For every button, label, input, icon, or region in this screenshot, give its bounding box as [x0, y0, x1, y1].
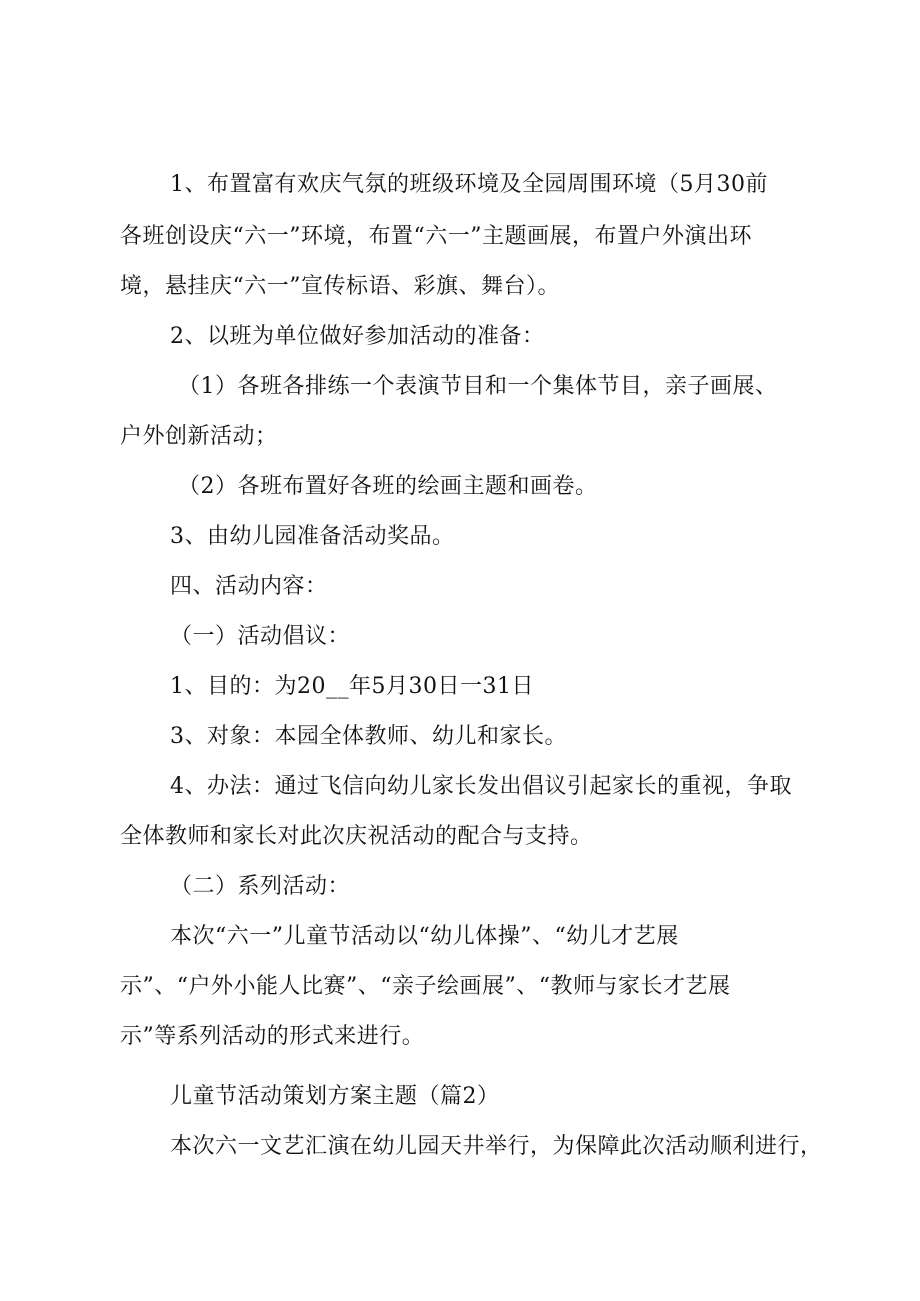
list-item-1-line-2: 户外创新活动； [120, 424, 278, 449]
performance-intro-line: 本次六一文艺汇演在幼儿园天井举行，为保障此次活动顺利进行， [170, 1134, 823, 1159]
list-item-2: （2）各班布置好各班的绘画主题和画卷。 [178, 474, 598, 499]
list-item-1-line-1: （1）各班各排练一个表演节目和一个集体节目，亲子画展、 [178, 374, 778, 399]
target-line: 3、对象：本园全体教师、幼儿和家长。 [170, 724, 567, 749]
series-line-2: 示”、“户外小能人比赛”、“亲子绘画展”、“教师与家长才艺展 [120, 974, 731, 999]
paragraph-3: 3、由幼儿园准备活动奖品。 [170, 524, 455, 549]
method-line-2: 全体教师和家长对此次庆祝活动的配合与支持。 [120, 824, 593, 849]
paragraph-2: 2、以班为单位做好参加活动的准备： [170, 324, 545, 349]
method-line-1: 4、办法：通过飞信向幼儿家长发出倡议引起家长的重视，争取 [170, 774, 792, 799]
section-title-2: 儿童节活动策划方案主题（篇2） [170, 1084, 500, 1109]
paragraph-1-line-1: 1、布置富有欢庆气氛的班级环境及全园周围环境（5月30前 [170, 172, 768, 197]
series-line-3: 示”等系列活动的形式来进行。 [120, 1024, 425, 1049]
series-line-1: 本次“六一”儿童节活动以“幼儿体操”、“幼儿才艺展 [170, 924, 679, 949]
purpose-line: 1、目的：为20__年5月30日一31日 [170, 674, 534, 699]
subsection-heading-2: （二）系列活动： [170, 874, 351, 899]
paragraph-1-line-3: 境，悬挂庆“六一”宣传标语、彩旗、舞台）。 [120, 274, 560, 299]
section-heading-4: 四、活动内容： [170, 574, 328, 599]
subsection-heading-1: （一）活动倡议： [170, 624, 351, 649]
paragraph-1-line-2: 各班创设庆“六一”环境，布置“六一”主题画展，布置户外演出环 [120, 224, 752, 249]
